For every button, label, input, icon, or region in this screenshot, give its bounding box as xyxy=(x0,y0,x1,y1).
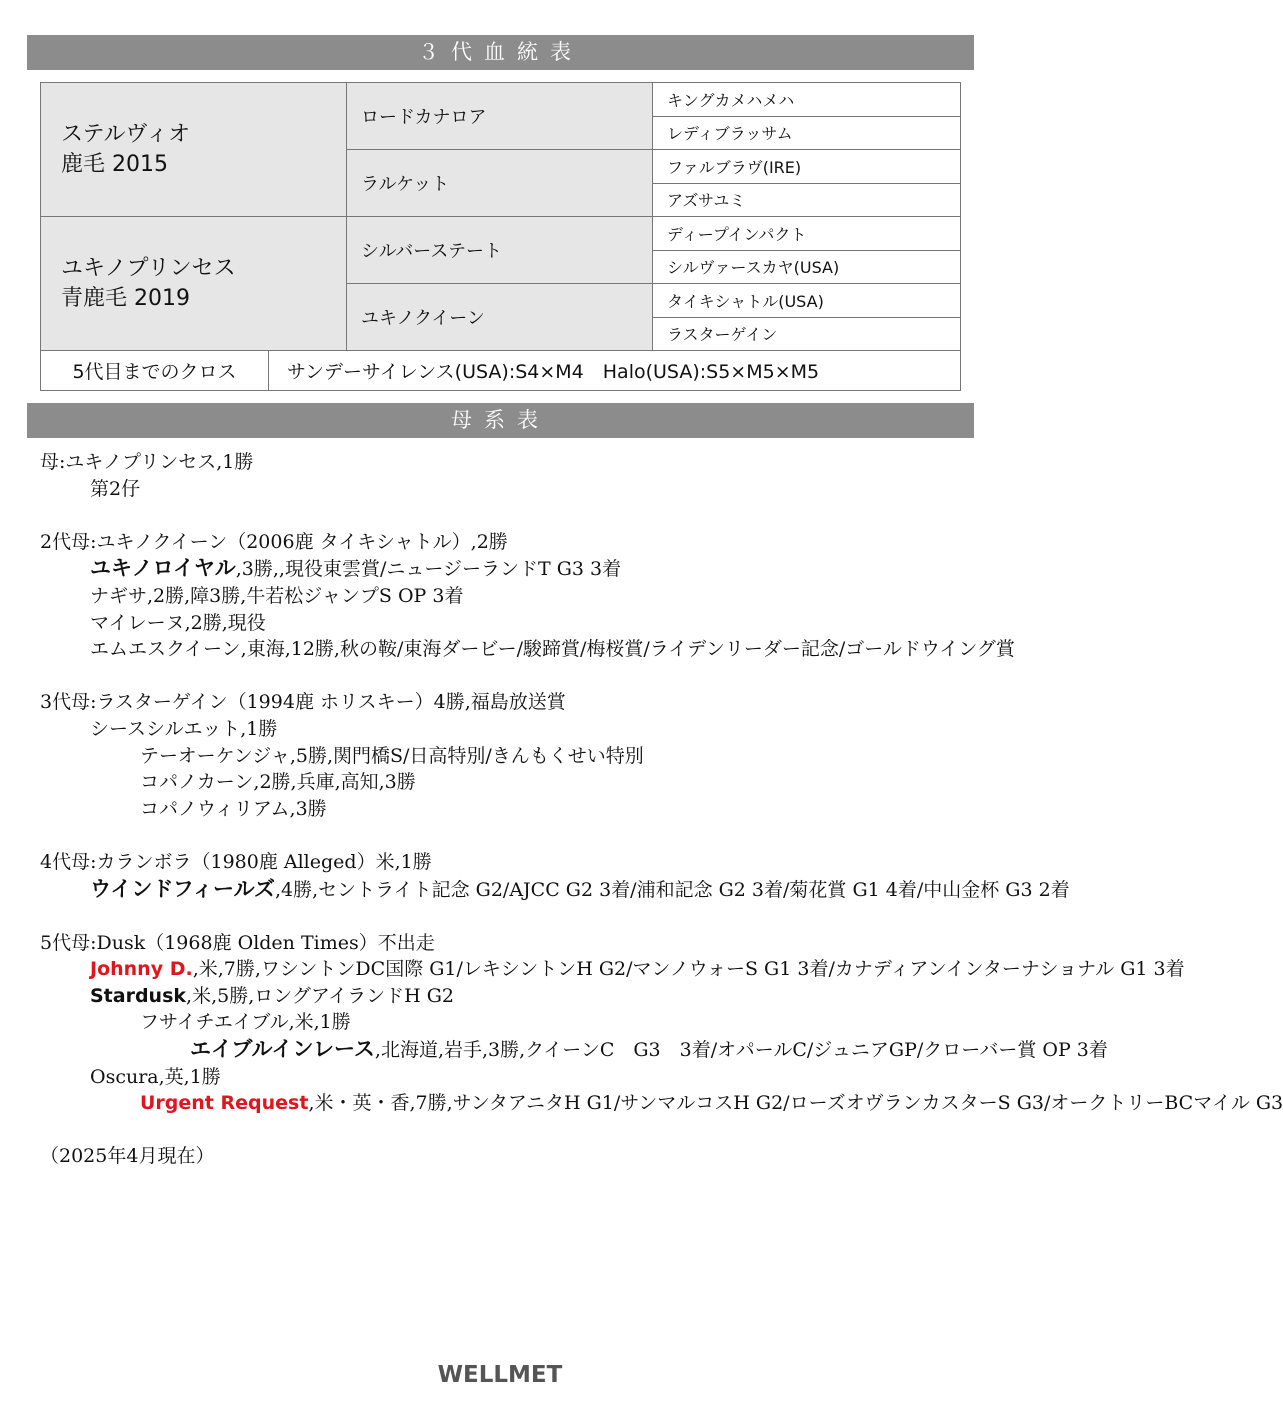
family-entry: フサイチエイブル,米,1勝 xyxy=(140,1011,351,1034)
family-entry: シースシルエット,1勝 xyxy=(90,717,278,740)
gen3-cell: タイキシャトル(USA) xyxy=(653,284,961,318)
dam-name: ユキノプリンセス xyxy=(61,255,236,281)
dam-info: 青鹿毛 2019 xyxy=(61,285,190,311)
horse-name-bold: Stardusk xyxy=(90,984,187,1007)
family-list xyxy=(40,449,1283,1170)
horse-name-red: Urgent Request xyxy=(140,1092,309,1115)
sire-dam-cell: ラルケット xyxy=(347,150,653,217)
dam-line: 母:ユキノプリンセス,1勝 xyxy=(40,451,254,473)
sire-cell xyxy=(41,83,347,217)
family-entry: マイレーヌ,2勝,現役 xyxy=(90,611,266,634)
family-entry: Oscura,英,1勝 xyxy=(90,1065,221,1088)
family-entry xyxy=(40,983,970,1010)
wellmet-logo: WELLMET xyxy=(437,1362,563,1388)
entry-text: ,米,5勝,ロングアイランドH G2 xyxy=(186,984,455,1007)
pedigree-section-header: ３代血統表 xyxy=(27,35,974,70)
family-entry: コパノウィリアム,3勝 xyxy=(140,797,327,820)
dam-sire-cell: シルバーステート xyxy=(347,217,653,284)
dam-cell xyxy=(41,217,347,351)
family-entry xyxy=(40,1090,1283,1117)
family-entry xyxy=(40,555,970,583)
family-entry: エムエスクイーン,東海,12勝,秋の鞍/東海ダービー/駿蹄賞/梅桜賞/ライデンリーダー記念/ゴールドウイング賞 xyxy=(90,638,1015,661)
dam-dam-cell: ユキノクイーン xyxy=(347,284,653,351)
horse-name-bold: ウインドフィールズ xyxy=(90,876,276,901)
family-entry: コパノカーン,2勝,兵庫,高知,3勝 xyxy=(140,771,416,794)
horse-name-bold: エイブルインレース xyxy=(190,1037,375,1062)
horse-name-bold: ユキノロイヤル xyxy=(90,556,236,581)
cross-value: サンデーサイレンス(USA):S4×M4 Halo(USA):S5×M5×M5 xyxy=(269,351,961,391)
fourth-dam-line: 4代母:カランボラ（1980鹿 Alleged）米,1勝 xyxy=(40,850,432,873)
entry-text: ,米,7勝,ワシントンDC国際 G1/レキシントンH G2/マンノウォーS G1 3着/カナディアンインターナショナル G1 3着 xyxy=(192,958,1185,981)
gen3-cell: シルヴァースカヤ(USA) xyxy=(653,250,961,284)
fifth-dam-line: 5代母:Dusk（1968鹿 Olden Times）不出走 xyxy=(40,931,435,954)
gen3-cell: ディープインパクト xyxy=(653,217,961,251)
entry-text: ,3勝,,現役東雲賞/ニュージーランドT G3 3着 xyxy=(235,558,622,581)
gen3-cell: レディブラッサム xyxy=(653,116,961,150)
entry-text: ,米・英・香,7勝,サンタアニタH G1/サンマルコスH G2/ローズオヴランカスターS G3/オークトリーBCマイル G3 xyxy=(308,1092,1283,1115)
gen3-cell: キングカメハメハ xyxy=(653,83,961,117)
family-entry: テーオーケンジャ,5勝,関門橋S/日高特別/きんもくせい特別 xyxy=(140,744,644,767)
third-dam-line: 3代母:ラスターゲイン（1994鹿 ホリスキー）4勝,福島放送賞 xyxy=(40,691,566,714)
gen3-cell: アズサユミ xyxy=(653,183,961,217)
as-of-date: （2025年4月現在） xyxy=(40,1145,215,1168)
second-dam-line: 2代母:ユキノクイーン（2006鹿 タイキシャトル）,2勝 xyxy=(40,530,508,553)
entry-text: ,4勝,セントライト記念 G2/AJCC G2 3着/浦和記念 G2 3着/菊花賞 G1 4着/中山金杯 G3 2着 xyxy=(275,878,1070,901)
gen3-cell: ラスターゲイン xyxy=(653,317,961,351)
sire-name: ステルヴィオ xyxy=(61,121,191,147)
cross-label: 5代目までのクロス xyxy=(41,351,269,391)
family-entry xyxy=(40,876,1070,904)
entry-text: ,北海道,岩手,3勝,クイーンC G3 3着/オパールC/ジュニアGP/クローバー賞 OP 3着 xyxy=(374,1039,1108,1062)
dam-foal: 第2仔 xyxy=(90,477,141,500)
pedigree-table xyxy=(40,82,961,391)
horse-name-red: Johnny D. xyxy=(90,958,193,981)
sire-sire-cell: ロードカナロア xyxy=(347,83,653,150)
sire-info: 鹿毛 2015 xyxy=(61,151,168,177)
family-entry xyxy=(40,956,1185,983)
family-section-header: 母系表 xyxy=(27,403,974,438)
family-entry xyxy=(40,1036,1108,1064)
family-entry: ナギサ,2勝,障3勝,牛若松ジャンプS OP 3着 xyxy=(90,584,464,607)
gen3-cell: ファルブラヴ(IRE) xyxy=(653,150,961,184)
